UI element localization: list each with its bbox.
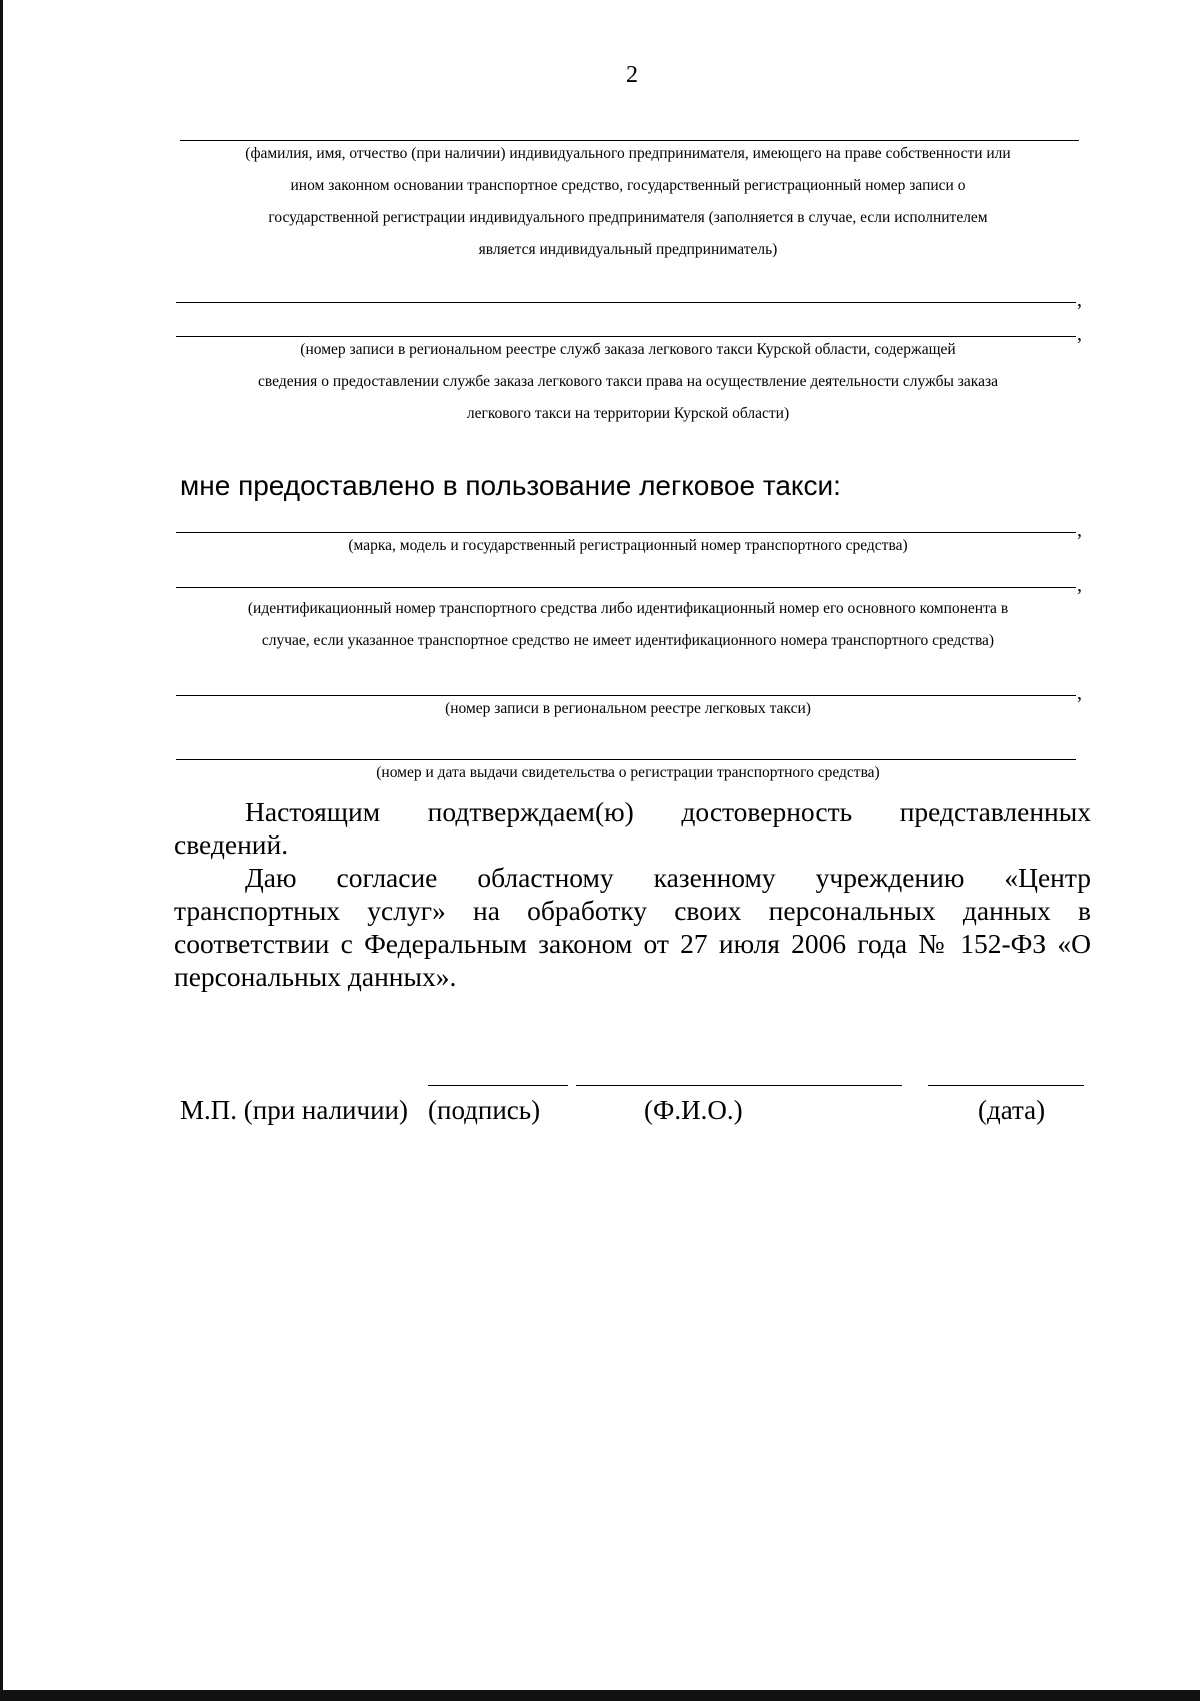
caption-line: легкового такси на территории Курской области) <box>466 405 790 422</box>
confirmation-paragraph <box>174 795 1091 861</box>
date-label: (дата) <box>978 1095 1046 1125</box>
caption-line: государственной регистрации индивидуального предпринимателя (заполняется в случае, если исполнителем <box>268 209 988 226</box>
registry-caption <box>168 334 1088 430</box>
paragraph-line: транспортных услуг» на обработку своих персональных данных в <box>174 895 1091 926</box>
paragraph-line: Даю согласие областному казенному учреждению «Центр <box>245 862 1091 893</box>
caption-line: случае, если указанное транспортное средство не имеет идентификационного номера транспортного средства) <box>261 632 995 649</box>
name-line <box>576 1085 902 1086</box>
paragraph-line: соответствии с Федеральным законом от 27 июля 2006 года № 152-ФЗ «О <box>174 928 1091 959</box>
vin-fill-line <box>176 587 1076 588</box>
page-number: 2 <box>626 62 638 88</box>
paragraph-line: Настоящим подтверждаем(ю) достоверность представленных <box>245 796 1091 827</box>
comma: , <box>1077 323 1082 345</box>
caption-line: (фамилия, имя, отчество (при наличии) индивидуального предпринимателя, имеющего на праве собственности или <box>245 145 1011 162</box>
caption-line: является индивидуальный предприниматель) <box>478 241 778 258</box>
scan-border-bottom <box>0 1690 1200 1701</box>
entrepreneur-caption <box>168 138 1088 266</box>
comma: , <box>1077 574 1082 596</box>
vehicle-caption: (марка, модель и государственный регистрационный номер транспортного средства) <box>348 537 908 554</box>
comma: , <box>1077 289 1082 311</box>
date-line <box>928 1085 1084 1086</box>
vin-caption <box>168 593 1088 657</box>
full-name-label: (Ф.И.О.) <box>644 1095 743 1125</box>
caption-line: (идентификационный номер транспортного средства либо идентификационный номер его основного компонента в <box>247 600 1009 617</box>
caption-line: сведения о предоставлении службе заказа легкового такси права на осуществление деятельности службы заказа <box>258 373 998 390</box>
signature-line <box>428 1085 568 1086</box>
stamp-label: М.П. (при наличии) <box>180 1095 408 1125</box>
scan-border-left <box>0 0 3 1701</box>
registry-fill-line-1 <box>176 302 1076 303</box>
lead-text: мне предоставлено в пользование легковое такси: <box>180 470 841 501</box>
signature-label: (подпись) <box>428 1095 541 1125</box>
caption-line: (номер записи в региональном реестре служб заказа легкового такси Курской области, содержащей <box>300 341 956 358</box>
caption-line: ином законном основании транспортное средство, государственный регистрационный номер записи о <box>290 177 966 194</box>
paragraph-line: персональных данных». <box>174 961 457 992</box>
comma: , <box>1077 682 1082 704</box>
certificate-caption: (номер и дата выдачи свидетельства о регистрации транспортного средства) <box>376 764 880 781</box>
comma: , <box>1077 519 1082 541</box>
paragraph-line: сведений. <box>174 829 289 860</box>
consent-paragraph <box>174 861 1091 993</box>
taxi-registry-caption: (номер записи в региональном реестре легковых такси) <box>445 700 811 717</box>
